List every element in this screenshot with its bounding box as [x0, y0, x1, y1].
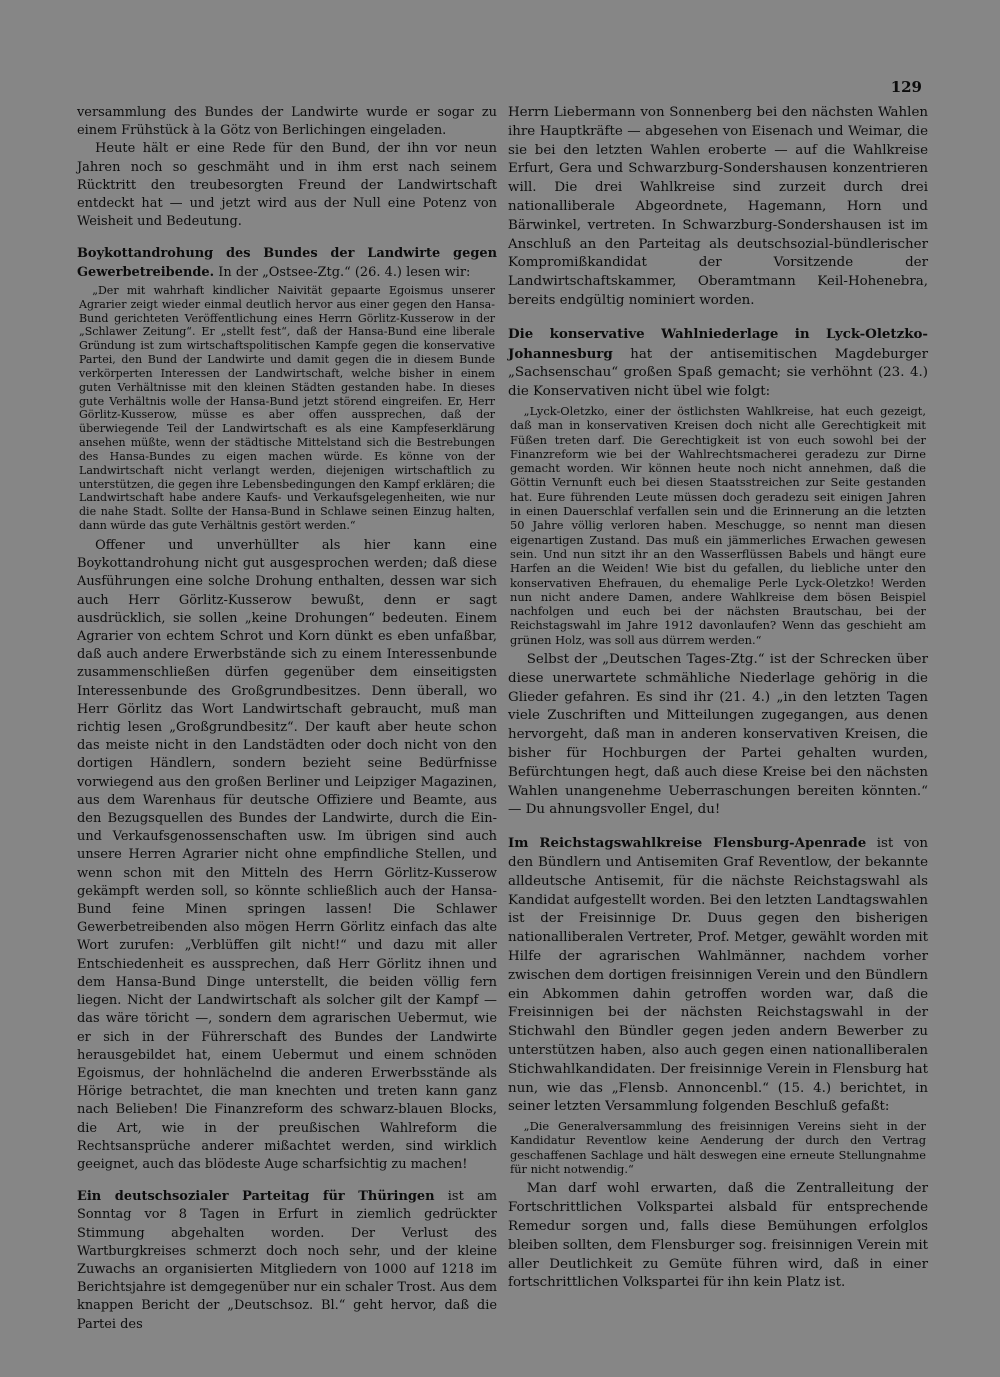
page-number: 129: [890, 78, 922, 96]
flensburg-closing: Man darf wohl erwarten, daß die Zentralleitung der Fortschrittlichen Volkspartei alsbald für entsprechende Remedur sorgen und, falls diese Bemühungen erfolglos bleiben sollten, dem Flensburger sog. freisinnigen Verein mit aller Deutlichkeit zu Gemüte führen wird, daß in einer fortschrittlichen Volkspartei für ihn kein Platz ist.: [508, 1181, 928, 1291]
continuation-paragraph: Herrn Liebermann von Sonnenberg bei den nächsten Wahlen ihre Hauptkräfte — abgesehen von Eisenach und Weimar, die sie bei den letzten Wahlen eroberte — auf die Wahlkreise Erfurt, Gera und Schwarzburg-Sondershausen konzentrieren will. Die drei Wahlkreise sind zurzeit durch drei nationalliberale Abgeordnete, Hagemann, Horn und Bärwinkel, vertreten. In Schwarzburg-Sondershausen ist im Anschluß an den Parteitag als deutschsozial-bündlerischer Kompromißkandidat der Vorsitzende der Landwirtschaftskammer, Oberamtmann Keil-Hohenebra, bereits endgültig nominiert worden.: [508, 105, 928, 308]
flensburg-quote-text: „Die Generalversammlung des freisinnigen Vereins sieht in der Kandidatur Reventlow keine Aenderung der durch den Vertrag geschaffenen Sachlage und hält deswegen eine erneute Stellungnahme für nicht notwendig.“: [510, 1119, 926, 1177]
flensburg-quote: [508, 1119, 928, 1176]
flensburg-heading: Im Reichstagswahlkreise Flensburg-Apenrade: [508, 835, 867, 852]
boykott-lead: [77, 245, 497, 281]
intro-paragraph-2: Heute hält er eine Rede für den Bund, der ihn vor neun Jahren noch so geschmäht und in ihm erst nach seinem Rücktritt den treubesorgten Freund der Landwirtschaft entdeckt hat — und jetzt wird aus der Null eine Potenz von Weisheit und Bedeutung.: [77, 141, 497, 230]
flensburg-body: ist von den Bündlern und Antisemiten Graf Reventlow, der bekannte alldeutsche Antisemit, für die nächste Reichstagswahl als Kandidat aufgestellt worden. Bei den letzten Landtagswahlen ist der Freisinnige Dr. Duus gegen den bisherigen nationalliberalen Vertreter, Prof. Metger, gewählt worden mit Hilfe der agrarischen Wahlmänner, nachdem vorher zwischen dem dortigen freisinnigen Verein und den Bündlern ein Abkommen dahin getroffen worden war, daß die Freisinnigen bei der nächsten Reichstagswahl in der Stichwahl den Bündler gegen jeden andern Bewerber zu unterstützen haben, also auch gegen einen nationalliberalen Stichwahlkandidaten. Der freisinnige Verein in Flensburg hat nun, wie das „Flensb. Annoncenbl.“ (15. 4.) berichtet, in seiner letzten Versammlung folgenden Beschluß gefaßt:: [508, 836, 929, 1115]
boykott-quote: [77, 284, 497, 533]
lyck-intro: hat der antisemitischen Magdeburger „Sachsenschau“ großen Spaß gemacht; sie verhöhnt (23. 4.) die Konservativen nicht übel wie folgt:: [508, 346, 928, 400]
lyck-quote: [508, 404, 928, 647]
lyck-lead: [508, 325, 928, 402]
thueringen-paragraph: [77, 1188, 497, 1334]
thueringen-heading: Ein deutschsozialer Parteitag für Thüringen: [77, 1189, 435, 1205]
flensburg-lead: [508, 834, 928, 1117]
boykott-intro: In der „Ostsee-Ztg.“ (26. 4.) lesen wir:: [218, 264, 471, 280]
boykott-quote-text: „Der mit wahrhaft kindlicher Naivität gepaarte Egoismus unserer Agrarier zeigt wieder einmal deutlich hervor aus einer gegen den Hansa-Bund gerichteten Veröffentlichung eines Herrn Görlitz-Kusserow in der „Schlawer Zeitung“. Er „stellt fest“, daß der Hansa-Bund eine liberale Gründung ist zum wirtschaftspolitischen Kampfe gegen die konservative Partei, den Bund der Landwirte und damit gegen die in diesem Bunde verkörperten Interessen der Landwirtschaft, welche bisher in einem guten Verhältnisse mit den kleinen Städten gestanden habe. In dieses gute Verhältnis wolle der Hansa-Bund jetzt störend eingreifen. Er, Herr Görlitz-Kusserow, müsse es aber offen aussprechen, daß der überwiegende Teil der Landwirtschaft es als eine Kampfeserklärung ansehen müßte, wenn der städtische Mittelstand sich die Bestrebungen des Hansa-Bundes zu eigen machen würde. Es könne von der Landwirtschaft nicht verlangt werden, diejenigen wirtschaftlich zu unterstützen, die gegen ihre Lebensbedingungen den Kampf erklären; die Landwirtschaft habe andere Kaufs- und Verkaufsgelegenheiten, wie nur die nahe Stadt. Sollte der Hansa-Bund in Schlawe seinen Einzug halten, dann würde das gute Verhältnis gestört werden.“: [79, 283, 495, 533]
lyck-heading: Die konservative Wahlniederlage in Lyck-Oletzko-Johannesburg: [508, 325, 928, 362]
lyck-body: Selbst der „Deutschen Tages-Ztg.“ ist der Schrecken über diese unerwartete schmähliche Niederlage gehörig in die Glieder gefahren. Es sind ihr (21. 4.) „in den letzten Tagen viele Zuschriften und Mitteilungen zugegangen, aus denen hervorgeht, daß man in anderen konservativen Kreisen, die bisher für Hochburgen der Partei gehalten wurden, Befürchtungen hegt, daß auch diese Kreise bei den nächsten Wahlen unangenehme Ueberraschungen bereiten könnten.“ — Du ahnungsvoller Engel, du!: [508, 652, 928, 818]
left-column: [77, 104, 497, 1334]
boykott-heading: Boykottandrohung des Bundes der Landwirte gegen Gewerbetreibende.: [77, 246, 497, 280]
thueringen-body: ist am Sonntag vor 8 Tagen in Erfurt in ziemlich gedrückter Stimmung abgehalten worden. Der Verlust des Wartburgkreises schmerzt doch noch sehr, und der kleine Zuwachs an organisierten Mitgliedern von 1000 auf 1218 im Berichtsjahre ist demgegenüber nur ein schaler Trost. Aus dem knappen Bericht der „Deutschsoz. Bl.“ geht hervor, daß die Partei des: [77, 1189, 497, 1332]
lyck-quote-text: „Lyck-Oletzko, einer der östlichsten Wahlkreise, hat euch gezeigt, daß man in konservativen Kreisen doch nicht alle Gerechtigkeit mit Füßen treten darf. Die Gerechtigkeit ist von euch sowohl bei der Finanzreform wie bei der Wahlrechtsmacherei geradezu zur Dirne gemacht worden. Wir können heute noch nicht annehmen, daß die Göttin Vernunft euch bei diesen Staatsstreichen zur Seite gestanden hat. Eure führenden Leute müssen doch geradezu seit einigen Jahren in einen Dauerschlaf verfallen sein und die Erinnerung an die letzten 50 Jahre völlig verloren haben. Meschugge, so nennt man diesen eigenartigen Zustand. Das muß ein jämmerliches Erwachen gewesen sein. Und nun sitzt ihr an den Wasserflüssen Babels und hängt eure Harfen an die Weiden! Wie bist du gefallen, du liebliche unter den konservativen Ehefrauen, du ehemalige Perle Lyck-Oletzko! Werden nun nicht andere Damen, andere Wahlkreise dem bösen Beispiel nachfolgen und euch bei der nächsten Brautschau, bei der Reichstagswahl im Jahre 1912 davonlaufen? Wenn das geschieht am grünen Holz, was soll aus dürrem werden.“: [510, 403, 926, 647]
intro-paragraph-1: versammlung des Bundes der Landwirte wurde er sogar zu einem Frühstück à la Götz von Berlichingen eingeladen.: [77, 105, 497, 139]
boykott-body: Offener und unverhüllter als hier kann eine Boykottandrohung nicht gut ausgesprochen werden; daß diese Ausführungen eine solche Drohung enthalten, dessen war sich auch Herr Görlitz-Kusserow bewußt, denn er sagt ausdrücklich, sie sollen „keine Drohungen“ bedeuten. Einem Agrarier von echtem Schrot und Korn dünkt es eben unfaßbar, daß auch andere Erwerbstände sich zu einem Interessenbunde zusammenschließen dürfen gegenüber dem einseitigsten Interessenbunde des Großgrundbesitzes. Denn überall, wo Herr Görlitz das Wort Landwirtschaft gebraucht, muß man richtig lesen „Großgrundbesitz“. Der kauft aber heute schon das meiste nicht in den Landstädten oder doch nicht von den dortigen Händlern, sondern bezieht seine Bedürfnisse vorwiegend aus den großen Berliner und Leipziger Magazinen, aus dem Warenhaus für deutsche Offiziere und Beamte, aus den Bezugsquellen des Bundes der Landwirte, durch die Ein- und Verkaufsgenossenschaften usw. Im übrigen sind auch unsere Herren Agrarier nicht ohne empfindliche Stellen, und wenn schon mit den Mitteln des Herrn Görlitz-Kusserow gekämpft werden soll, so könnte schließlich auch der Hansa-Bund feine Minen springen lassen! Die Schlawer Gewerbetreibenden also mögen Herrn Görlitz einfach das alte Wort zurufen: „Verblüffen gilt nicht!“ und dazu mit aller Entschiedenheit es aussprechen, daß Herr Görlitz ihnen und dem Hansa-Bund Dinge unterstellt, die beiden völlig fern liegen. Nicht der Landwirtschaft als solcher gilt der Kampf — das wäre töricht —, sondern dem agrarischen Uebermut, wie er sich in der Führerschaft des Bundes der Landwirte herausgebildet hat, einem Uebermut und einem schnöden Egoismus, der hohnlächelnd die anderen Erwerbsstände als Hörige betrachtet, die man knechten und treten kann ganz nach Belieben! Die Finanzreform des schwarz-blauen Blocks, die Art, wie in der preußischen Wahlreform die Rechtsansprüche anderer mißachtet werden, sind wirklich geeignet, auch das blödeste Auge scharfsichtig zu machen!: [77, 538, 497, 1172]
right-column: [508, 104, 928, 1293]
